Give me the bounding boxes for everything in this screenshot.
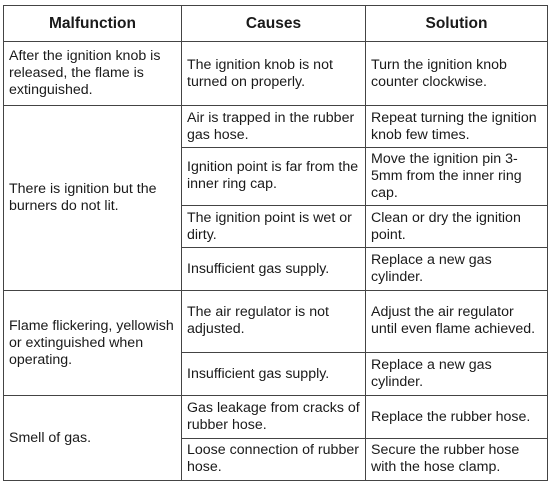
cause-cell: Ignition point is far from the inner ring cap. xyxy=(182,147,366,205)
cause-cell: Gas leakage from cracks of rubber hose. xyxy=(182,396,366,438)
solution-cell: Move the ignition pin 3-5mm from the inner ring cap. xyxy=(366,147,548,205)
solution-cell: Repeat turning the ignition knob few times. xyxy=(366,106,548,147)
cause-cell: Insufficient gas supply. xyxy=(182,353,366,396)
cause-cell: Insufficient gas supply. xyxy=(182,248,366,290)
cause-cell: The ignition knob is not turned on properly. xyxy=(182,42,366,106)
cause-cell: The air regulator is not adjusted. xyxy=(182,290,366,352)
header-malfunction: Malfunction xyxy=(4,6,182,42)
solution-cell: Adjust the air regulator until even flame achieved. xyxy=(366,290,548,352)
header-solution: Solution xyxy=(366,6,548,42)
table-row xyxy=(4,106,548,147)
cause-cell: Loose connection of rubber hose. xyxy=(182,438,366,480)
table-row xyxy=(4,290,548,352)
cause-cell: Air is trapped in the rubber gas hose. xyxy=(182,106,366,147)
solution-cell: Secure the rubber hose with the hose clamp. xyxy=(366,438,548,480)
malfunction-cell: Smell of gas. xyxy=(4,396,182,481)
table-row xyxy=(4,396,548,438)
solution-cell: Replace a new gas cylinder. xyxy=(366,353,548,396)
malfunction-cell: Flame flickering, yellowish or extinguished when operating. xyxy=(4,290,182,396)
solution-cell: Replace the rubber hose. xyxy=(366,396,548,438)
solution-cell: Turn the ignition knob counter clockwise. xyxy=(366,42,548,106)
solution-cell: Clean or dry the ignition point. xyxy=(366,206,548,248)
solution-cell: Replace a new gas cylinder. xyxy=(366,248,548,290)
malfunction-cell: After the ignition knob is released, the flame is extinguished. xyxy=(4,42,182,106)
troubleshooting-table xyxy=(3,5,548,481)
malfunction-cell: There is ignition but the burners do not lit. xyxy=(4,106,182,290)
cause-cell: The ignition point is wet or dirty. xyxy=(182,206,366,248)
header-row xyxy=(4,6,548,42)
table-row xyxy=(4,42,548,106)
header-causes: Causes xyxy=(182,6,366,42)
